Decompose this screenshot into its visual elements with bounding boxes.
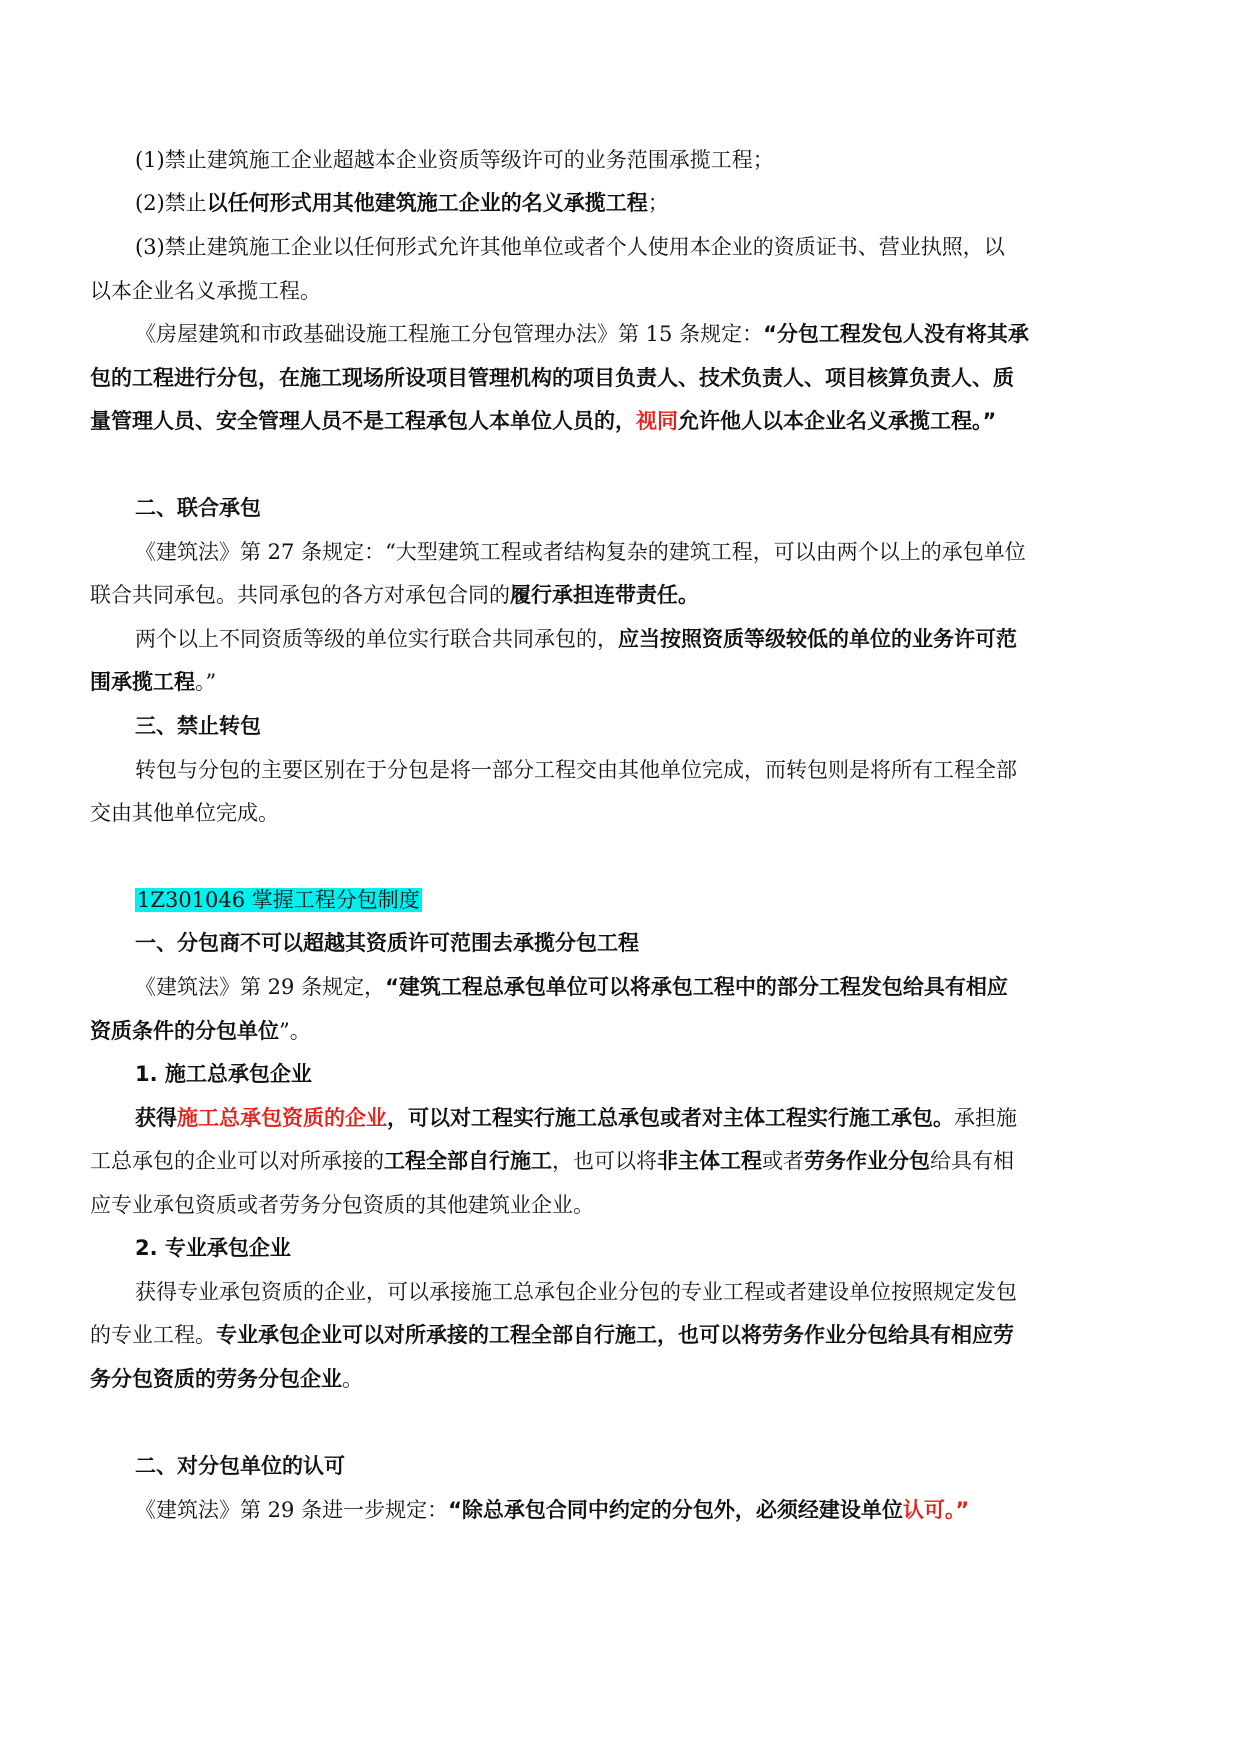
gc-text-c: 承担施 [954, 1106, 1017, 1130]
approval-para-highlight: 认可。” [902, 1498, 970, 1522]
joint-para-1-line-1 [135, 538, 1150, 566]
transfer-para-text-2: 交由其他单位完成。 [90, 801, 279, 825]
subheading-general-contractor [135, 1060, 1150, 1088]
approval-para-source: 《建筑法》第 29 条进一步规定： [135, 1498, 449, 1522]
specialty-contractor-line-1 [135, 1278, 1150, 1306]
gc-l2-a: 工总承包的企业可以对所承接的 [90, 1149, 384, 1173]
heading-transfer-text: 三、禁止转包 [135, 714, 261, 738]
sc-l1: 获得专业承包资质的企业，可以承接施工总承包企业分包的专业工程或者建设单位按照规定发包 [135, 1280, 1017, 1304]
regulation-para-highlight: 视同 [636, 409, 678, 433]
prohibit-item-2-prefix: (2)禁止 [135, 191, 207, 215]
sc-l3-b: 。 [342, 1367, 363, 1391]
gc-l2-b: 工程全部自行施工 [384, 1149, 552, 1173]
subheading-specialty-contractor [135, 1234, 1150, 1262]
joint-para-1-line-2 [90, 581, 1150, 609]
subheading-general-contractor-text: 1. 施工总承包企业 [135, 1062, 312, 1086]
approval-para-line [135, 1496, 1150, 1524]
general-contractor-line-1 [135, 1104, 1150, 1132]
law29-para-quote-2: 资质条件的分包单位 [90, 1019, 279, 1043]
joint-para-1-text-2: 联合共同承包。共同承包的各方对承包合同的 [90, 583, 510, 607]
regulation-para-line-2 [90, 364, 1150, 392]
gc-text-b: ，可以对工程实行施工总承包或者对主体工程实行施工承包。 [387, 1106, 954, 1130]
joint-para-2-line-2 [90, 668, 1150, 696]
heading-subcontractor-approval [135, 1452, 1150, 1480]
specialty-contractor-line-3 [90, 1365, 1150, 1393]
transfer-para-text-1: 转包与分包的主要区别在于分包是将一部分工程交由其他单位完成，而转包则是将所有工程全部 [135, 758, 1017, 782]
section-title-highlighted: 1Z301046 掌握工程分包制度 [137, 888, 420, 912]
gc-l2-e: 或者 [762, 1149, 804, 1173]
sc-l2-a: 的专业工程。 [90, 1323, 216, 1347]
regulation-para-source: 《房屋建筑和市政基础设施工程施工分包管理办法》第 15 条规定： [135, 322, 764, 346]
gc-l2-f: 劳务作业分包 [804, 1149, 930, 1173]
regulation-para-quote-start: “分包工程发包人没有将其承 [763, 322, 1029, 346]
prohibit-item-2-bold: 以任何形式用其他建筑施工企业的名义承揽工程 [206, 191, 648, 215]
sc-l2-b: 专业承包企业可以对所承接的工程全部自行施工，也可以将劳务作业分包给具有相应劳 [216, 1323, 1014, 1347]
joint-para-1-text-1: 《建筑法》第 27 条规定：“大型建筑工程或者结构复杂的建筑工程，可以由两个以上的承包单位 [135, 540, 1026, 564]
law29-para-line-1 [135, 973, 1150, 1001]
gc-l3: 应专业承包资质或者劳务分包资质的其他建筑业企业。 [90, 1193, 594, 1217]
transfer-para-line-2 [90, 799, 1150, 827]
section-1z301046-title [135, 886, 1150, 914]
prohibit-item-3-line-2 [90, 277, 1150, 305]
general-contractor-line-2 [90, 1147, 1150, 1175]
joint-para-2-bold-2: 围承揽工程 [90, 670, 195, 694]
general-contractor-line-3 [90, 1191, 1150, 1219]
joint-para-2-bold-1: 应当按照资质等级较低的单位的业务许可范 [618, 627, 1017, 651]
joint-para-2-text-1: 两个以上不同资质等级的单位实行联合共同承包的， [135, 627, 618, 651]
prohibit-item-3-line-1 [135, 233, 1150, 261]
gc-text-a: 获得 [135, 1106, 177, 1130]
law29-para-end: ”。 [279, 1019, 311, 1043]
approval-para-quote: “除总承包合同中约定的分包外，必须经建设单位 [448, 1498, 903, 1522]
gc-l2-c: ，也可以将 [552, 1149, 657, 1173]
transfer-para-line-1 [135, 756, 1150, 784]
prohibit-item-1 [135, 146, 1150, 174]
regulation-para-quote-middle: 包的工程进行分包，在施工现场所设项目管理机构的项目负责人、技术负责人、项目核算负责人、质 [90, 366, 1014, 390]
joint-para-2-end: 。” [195, 670, 217, 694]
specialty-contractor-line-2 [90, 1321, 1150, 1349]
prohibit-item-2 [135, 189, 1150, 217]
regulation-para-line-1 [135, 320, 1150, 348]
prohibit-item-1-text: (1)禁止建筑施工企业超越本企业资质等级许可的业务范围承揽工程； [135, 148, 774, 172]
subheading-specialty-contractor-text: 2. 专业承包企业 [135, 1236, 291, 1260]
joint-para-1-bold: 履行承担连带责任。 [510, 583, 699, 607]
heading-subcontractor-scope-text: 一、分包商不可以超越其资质许可范围去承揽分包工程 [135, 931, 639, 955]
regulation-para-line-3 [90, 407, 1150, 435]
prohibit-item-2-suffix: ； [647, 191, 669, 215]
heading-subcontractor-approval-text: 二、对分包单位的认可 [135, 1454, 345, 1478]
prohibit-item-3-text-2: 以本企业名义承揽工程。 [90, 279, 321, 303]
prohibit-item-3-text-1: (3)禁止建筑施工企业以任何形式允许其他单位或者个人使用本企业的资质证书、营业执照，以 [135, 235, 1005, 259]
law29-para-quote-1: “建筑工程总承包单位可以将承包工程中的部分工程发包给具有相应 [385, 975, 1008, 999]
law29-para-line-2 [90, 1017, 1150, 1045]
heading-prohibit-transfer [135, 712, 1150, 740]
heading-joint-text: 二、联合承包 [135, 496, 261, 520]
gc-l2-d: 非主体工程 [657, 1149, 762, 1173]
heading-joint-contracting [135, 494, 1150, 522]
law29-para-source: 《建筑法》第 29 条规定， [135, 975, 386, 999]
gc-l2-g: 给具有相 [930, 1149, 1014, 1173]
regulation-para-quote-end-b: 允许他人以本企业名义承揽工程。” [678, 409, 997, 433]
sc-l3-a: 务分包资质的劳务分包企业 [90, 1367, 342, 1391]
gc-highlight: 施工总承包资质的企业 [177, 1106, 387, 1130]
joint-para-2-line-1 [135, 625, 1150, 653]
heading-subcontractor-scope [135, 929, 1150, 957]
regulation-para-quote-end-a: 量管理人员、安全管理人员不是工程承包人本单位人员的， [90, 409, 636, 433]
